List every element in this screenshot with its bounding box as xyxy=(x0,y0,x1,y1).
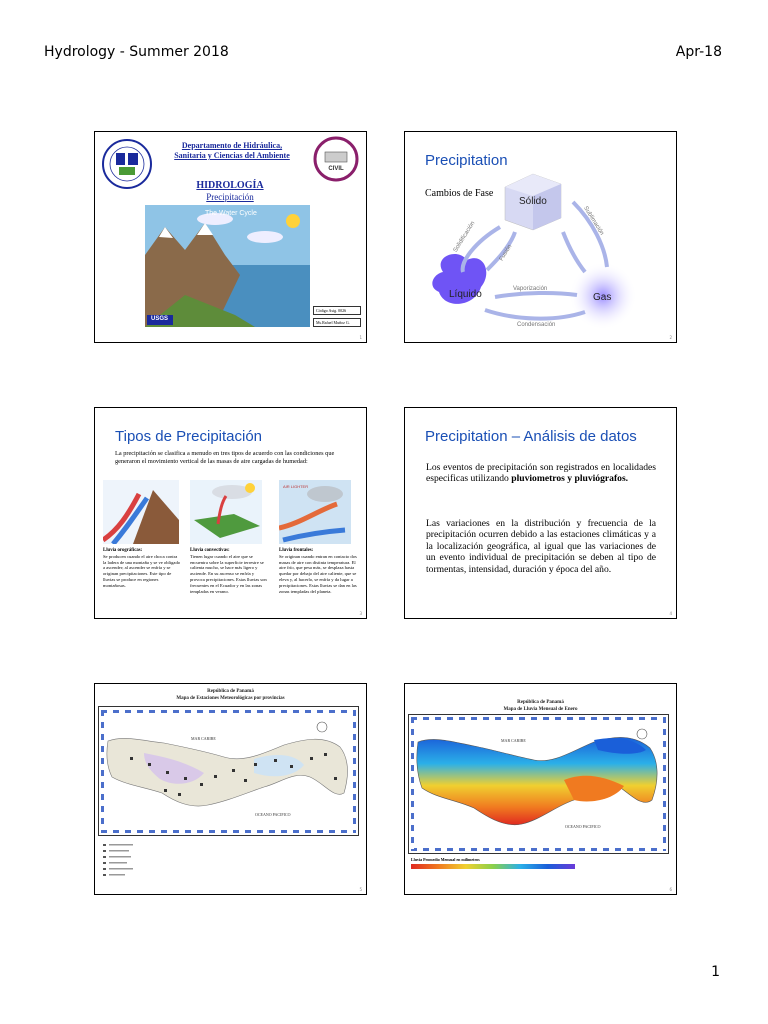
paragraph-1-text: Los eventos de precipitación son registrados en localidades especificas utilizando xyxy=(426,462,656,485)
svg-text:CIVIL: CIVIL xyxy=(328,166,344,172)
caribbean-sea-label: MAR CARIBE xyxy=(191,736,216,741)
map-ruler-right xyxy=(663,717,666,851)
convective-column xyxy=(190,547,268,594)
map-title: Mapa de Estaciones Meteorológicas por provincias xyxy=(176,696,285,701)
liquid-label: Líquido xyxy=(449,289,482,300)
document-header-title: Hydrology - Summer 2018 xyxy=(44,44,229,60)
rainfall-legend-label: Lluvia Promedio Mensual en milímetros xyxy=(411,857,480,862)
dept-line-1: Departamento de Hidráulica, xyxy=(181,141,283,150)
frontal-illustration xyxy=(279,480,351,544)
topic-title: Precipitación xyxy=(206,192,254,202)
solidification-label: Solidificación xyxy=(452,220,477,254)
slide-number: 4 xyxy=(669,611,672,616)
dept-line-2: Sanitaria y Ciencias del Ambiente xyxy=(174,151,290,160)
solid-label: Sólido xyxy=(519,196,547,207)
water-cycle-caption: The Water Cycle xyxy=(205,210,257,217)
frontal-column xyxy=(279,547,357,594)
slide-number: 6 xyxy=(669,887,672,892)
course-code-box: Código Asig. 0026 xyxy=(313,306,361,315)
slide-4-data-analysis[interactable] xyxy=(404,407,677,619)
convective-heading: Lluvia convectivas: xyxy=(190,548,230,553)
map-ruler-right xyxy=(353,710,356,833)
map-ruler-bottom xyxy=(101,830,356,833)
slide-number: 3 xyxy=(359,611,362,616)
slide-6-rainfall-map[interactable] xyxy=(404,683,677,895)
slide-number: 1 xyxy=(359,335,362,340)
convective-text: Tienen lugar cuando el aire que se encuentra sobre la superficie terrestre se calienta mucho, se hace más ligero y asciende. En su ascenso se enfría y provoca precipitaciones. Estas lluvias son frecuentes en el Ecuador y en las zonas templadas en verano. xyxy=(190,553,267,594)
slide-1-title[interactable] xyxy=(94,131,367,343)
sublimation-label: Sublimación xyxy=(582,205,605,237)
paragraph-1 xyxy=(426,462,656,485)
course-title: HIDROLOGÍA xyxy=(196,180,264,191)
fusion-label: Fusión xyxy=(498,243,514,263)
map-title: Mapa de Lluvia Mensual de Enero xyxy=(503,707,578,712)
slide-2-precipitation-phases[interactable] xyxy=(404,131,677,343)
map-title-country: República de Panamá xyxy=(517,700,564,705)
slide-number: 2 xyxy=(669,335,672,340)
frontal-image-label: AIR LIGHTER xyxy=(283,484,309,489)
vaporization-label: Vaporización xyxy=(513,286,548,292)
slide-title: Precipitation – Análisis de datos xyxy=(425,428,637,445)
professor-box: Ms.Rafael Muñoz G. xyxy=(313,318,361,327)
page-number: 1 xyxy=(711,964,720,980)
slide-number: 5 xyxy=(359,887,362,892)
convective-illustration xyxy=(190,480,262,544)
document-header-date: Apr-18 xyxy=(675,44,722,60)
map-ruler-bottom xyxy=(411,848,666,851)
paragraph-2: Las variaciones en la distribución y frecuencia de la precipitación ocurren debido a las estaciones climáticas y a la localización geográfica, al igual que las variaciones de un evento individual de precipitación se deben al tipo de tormentas, intensidad, duración y época del año. xyxy=(426,518,656,575)
map-title-country: República de Panamá xyxy=(207,689,254,694)
intro-text: La precipitación se clasifica a menudo en tres tipos de acuerdo con las condiciones que generaron el movimiento vertical de las masas de aire cargadas de humedad: xyxy=(115,450,335,465)
slide-3-precipitation-types[interactable] xyxy=(94,407,367,619)
orographic-illustration xyxy=(103,480,179,544)
university-logo xyxy=(101,138,153,190)
gas-label: Gas xyxy=(593,292,612,303)
caribbean-sea-label: MAR CARIBE xyxy=(501,738,526,743)
orographic-heading: Lluvia orográficas: xyxy=(103,548,143,553)
condensation-label: Condensación xyxy=(517,322,556,328)
rainfall-color-scale xyxy=(411,864,575,869)
panama-stations-map xyxy=(104,713,353,830)
phase-change-label: Cambios de Fase xyxy=(425,188,494,199)
slide-title: Precipitation xyxy=(425,152,508,169)
frontal-heading: Lluvia frontales: xyxy=(279,548,314,553)
orographic-column xyxy=(103,547,181,589)
pacific-ocean-label: OCEANO PACIFICO xyxy=(255,812,291,817)
panama-rainfall-map xyxy=(414,720,663,848)
orographic-text: Se producen cuando el aire choca contra la ladera de una montaña y se ve obligado a ascender; al ascender se enfría y se originan precipitaciones. Este tipo de lluvias se produce en regiones montañosas. xyxy=(103,553,181,588)
paragraph-1-instruments: pluviometros y pluviógrafos. xyxy=(511,473,629,485)
phase-diagram xyxy=(405,132,677,343)
frontal-text: Se originan cuando entran en contacto dos masas de aire con distinta temperatura. El aire frío, que pesa más, se desplaza hasta quedar por debajo del aire caliente, que se eleva y, al hacerlo, se enfría y da lugar a precipitaciones. Estas lluvias se dan en las zonas templadas del planeta. xyxy=(279,553,357,594)
pacific-ocean-label: OCEANO PACIFICO xyxy=(565,824,601,829)
slide-title: Tipos de Precipitación xyxy=(115,428,263,445)
map-legend xyxy=(103,842,143,884)
civil-logo xyxy=(313,136,359,182)
usgs-logo-text: USGS xyxy=(151,316,169,322)
slide-5-stations-map[interactable] xyxy=(94,683,367,895)
water-cycle-image xyxy=(145,205,310,327)
department-name xyxy=(157,141,307,161)
